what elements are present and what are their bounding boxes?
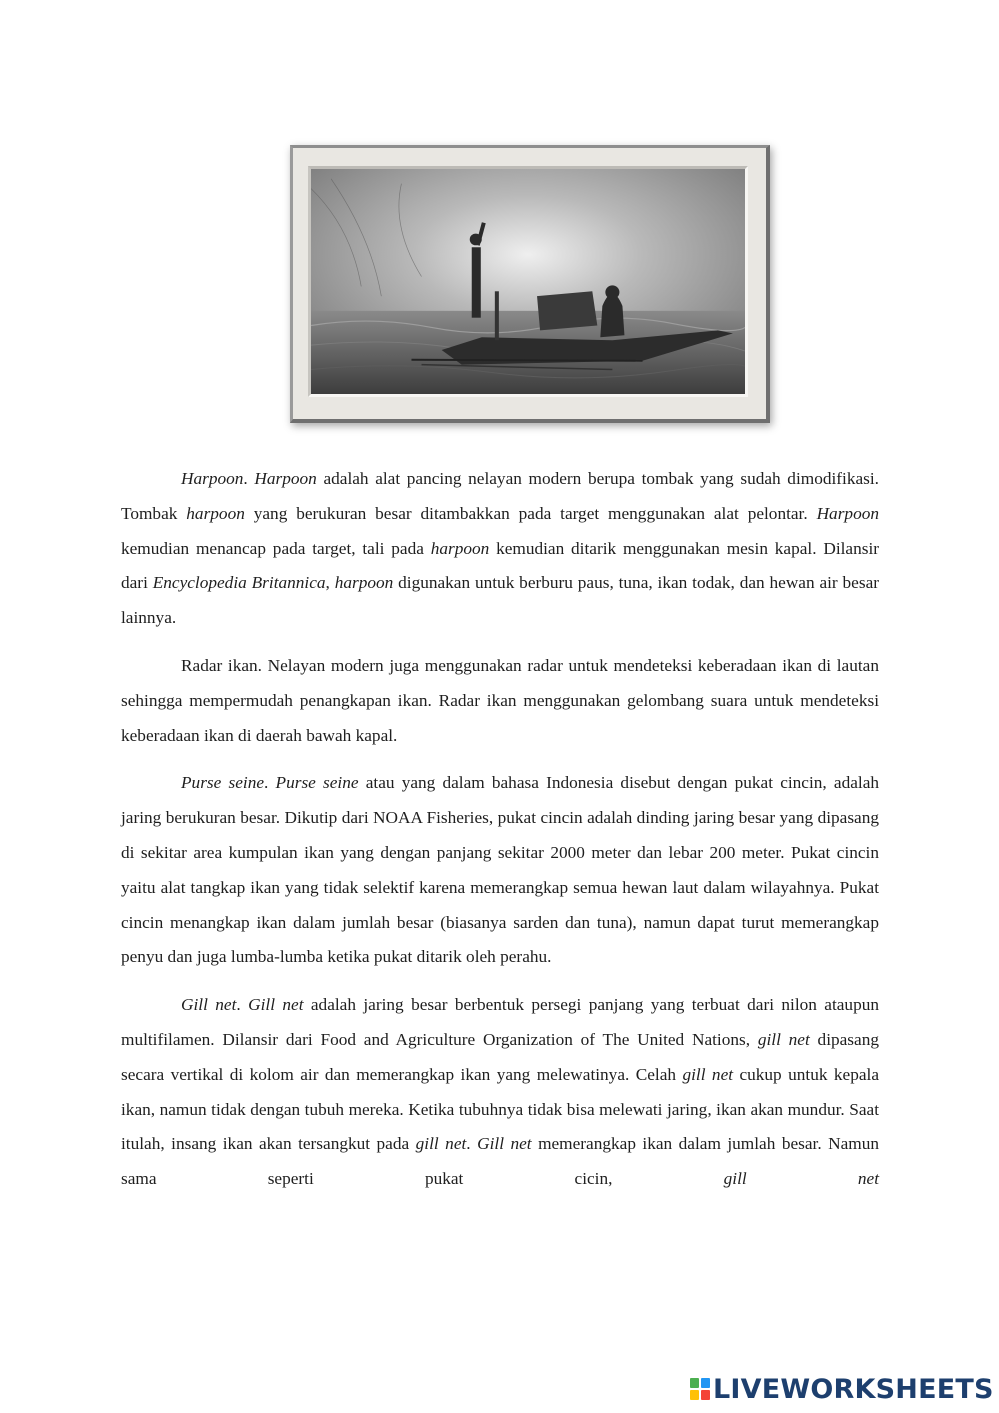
logo-text: LIVEWORKSHEETS — [713, 1373, 994, 1405]
logo-tile-red — [701, 1390, 710, 1400]
liveworksheets-logo-icon — [690, 1378, 710, 1400]
italic-term: harpoon — [186, 503, 245, 523]
text-run: Radar ikan. Nelayan modern juga menggunakan radar untuk mendeteksi keberadaan ikan di lautan sehingga mempermudah penangkapan ikan. Radar ikan menggunakan gelombang suara untuk mendeteksi keberadaan ikan di daerah bawah kapal. — [121, 655, 879, 745]
italic-term: Gill net — [181, 995, 237, 1015]
italic-term: Purse seine — [181, 773, 265, 793]
text-run: dipasang secara vertikal di kolom air dan memerangkap ikan yang melewatinya. Celah — [121, 1029, 879, 1084]
boat-photo-icon — [311, 169, 745, 394]
article-body — [121, 462, 879, 1210]
logo-tile-blue — [701, 1378, 710, 1388]
italic-term: Gill net — [248, 995, 304, 1015]
text-run: adalah jaring besar berbentuk persegi panjang yang terbuat dari nilon ataupun multifilamen. Dilansir dari Food and Agriculture Organization of The United Nations, — [121, 995, 879, 1049]
paragraph — [121, 649, 879, 753]
text-run: . — [243, 469, 255, 488]
italic-term: Harpoon — [181, 469, 244, 488]
text-run: . — [264, 773, 276, 793]
italic-term: Harpoon — [254, 469, 317, 488]
italic-term: harpoon — [334, 573, 394, 593]
italic-term: gill net — [682, 1064, 734, 1084]
paragraph — [121, 766, 879, 975]
paragraph — [121, 462, 879, 636]
text-run: atau yang dalam bahasa Indonesia disebut dengan pukat cincin, adalah jaring berukuran besar. Dikutip dari NOAA Fisheries, pukat cincin adalah dinding jaring besar yang dipasang di sekitar area kumpulan ikan yang dengan panjang sekitar 2000 meter dan lebar 200 meter. Pukat cincin yaitu alat tangkap ikan yang tidak selektif karena memerangkap semua hewan laut dalam wilayahnya. Pukat cincin menangkap ikan dalam jumlah besar (biasanya sarden dan tuna), namun dapat turut memerangkap penyu dan juga lumba-lumba ketika pukat ditarik oleh perahu. — [121, 773, 880, 967]
italic-term: Harpoon — [816, 503, 879, 523]
photo-frame — [290, 145, 770, 423]
paragraph — [121, 988, 879, 1197]
text-run: kemudian menancap pada target, tali pada — [121, 538, 431, 558]
italic-term: gill net — [757, 1029, 810, 1049]
italic-term: Gill net — [477, 1134, 532, 1154]
italic-term: harpoon — [430, 538, 490, 558]
text-run: . — [236, 995, 249, 1015]
italic-term: Purse seine — [275, 773, 359, 793]
liveworksheets-logo[interactable] — [690, 1374, 994, 1404]
text-run: memerangkap ikan dalam jumlah besar. Namun sama seperti pukat cicin, — [121, 1134, 880, 1189]
text-run: . — [466, 1134, 478, 1154]
text-run: kemudian ditarik menggunakan mesin kapal. Dilansir dari — [121, 538, 880, 593]
text-run: adalah alat pancing nelayan modern berupa tombak yang sudah dimodifikasi. Tombak — [121, 469, 879, 523]
logo-tile-green — [690, 1378, 699, 1388]
text-run: , — [325, 573, 335, 593]
italic-term: gill net — [415, 1134, 467, 1154]
italic-term: Encyclopedia Britannica — [152, 573, 326, 593]
text-run: cukup untuk kepala ikan, namun tidak dengan tubuh mereka. Ketika tubuhnya tidak bisa melewati jaring, ikan akan mundur. Saat itulah, insang ikan akan tersangkut pada — [121, 1064, 879, 1154]
italic-term: gill net — [723, 1169, 879, 1189]
text-run: digunakan untuk berburu paus, tuna, ikan todak, dan hewan air besar lainnya. — [121, 573, 879, 628]
fishing-boat-photo — [308, 166, 748, 397]
logo-tile-yellow — [690, 1390, 699, 1400]
text-run: yang berukuran besar ditambakkan pada target menggunakan alat pelontar. — [244, 503, 817, 523]
